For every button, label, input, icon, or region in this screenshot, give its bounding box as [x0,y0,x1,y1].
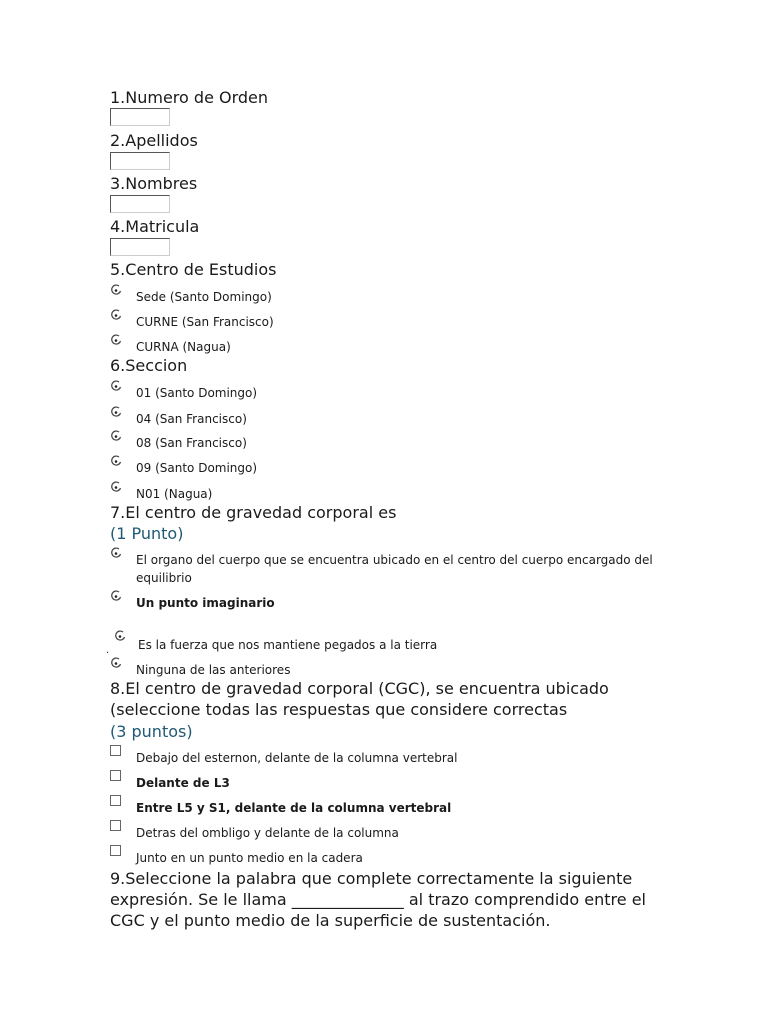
option-label: CURNA (Nagua) [136,340,231,354]
radio-icon[interactable] [110,334,122,346]
radio-icon[interactable] [110,380,122,392]
numero-de-orden-input[interactable] [110,108,170,126]
option-label: Detras del ombligo y delante de la columna [136,826,399,840]
option-label: Junto en un punto medio en la cadera [136,851,363,865]
option-label: 01 (Santo Domingo) [136,386,258,400]
radio-icon[interactable] [110,309,122,321]
radio-icon[interactable] [110,284,122,296]
radio-icon[interactable] [110,590,122,602]
question-1-title: 1.Numero de Orden [110,88,269,107]
option-label: Delante de L3 [136,776,230,790]
option-label: Es la fuerza que nos mantiene pegados a la tierra [138,638,438,652]
option-label: Ninguna de las anteriores [136,663,291,677]
option-label: N01 (Nagua) [136,487,213,501]
option-label: 08 (San Francisco) [136,436,247,450]
option-label: Sede (Santo Domingo) [136,290,272,304]
nombres-input[interactable] [110,195,170,213]
checkbox-icon[interactable] [110,770,121,781]
radio-icon[interactable] [110,547,122,559]
option-label: CURNE (San Francisco) [136,315,274,329]
matricula-input[interactable] [110,238,170,256]
option-label: El organo del cuerpo que se encuentra ubicado en el centro del cuerpo encargado del equilibrio [136,553,653,585]
option-label: 09 (Santo Domingo) [136,461,258,475]
radio-icon[interactable] [110,481,122,493]
option-label: Entre L5 y S1, delante de la columna vertebral [136,801,452,815]
checkbox-icon[interactable] [110,745,121,756]
question-8-title: 8.El centro de gravedad corporal (CGC), se encuentra ubicado (seleccione todas las respuestas que considere correctas [110,679,609,719]
question-8-points: (3 puntos) [110,722,193,741]
question-4-title: 4.Matricula [110,217,200,236]
question-6-title: 6.Seccion [110,356,188,375]
question-3-title: 3.Nombres [110,174,198,193]
radio-icon[interactable] [110,455,122,467]
option-label: Debajo del esternon, delante de la columna vertebral [136,751,458,765]
checkbox-icon[interactable] [110,795,121,806]
radio-icon[interactable] [110,657,122,669]
question-9-title: 9.Seleccione la palabra que complete correctamente la siguiente expresión. Se le llama ______________ al trazo comprendido entre el CGC y el punto medio de la superficie de sustentación. [110,869,646,930]
question-5-title: 5.Centro de Estudios [110,260,277,279]
checkbox-icon[interactable] [110,845,121,856]
question-2-title: 2.Apellidos [110,131,198,150]
checkbox-icon[interactable] [110,820,121,831]
radio-icon[interactable] [110,430,122,442]
question-7-title: 7.El centro de gravedad corporal es [110,503,397,522]
option-label: Un punto imaginario [136,596,275,610]
radio-icon[interactable] [114,630,126,642]
radio-icon[interactable] [110,406,122,418]
question-7-points: (1 Punto) [110,524,184,543]
apellidos-input[interactable] [110,152,170,170]
stray-mark: . [106,645,110,656]
option-label: 04 (San Francisco) [136,412,247,426]
